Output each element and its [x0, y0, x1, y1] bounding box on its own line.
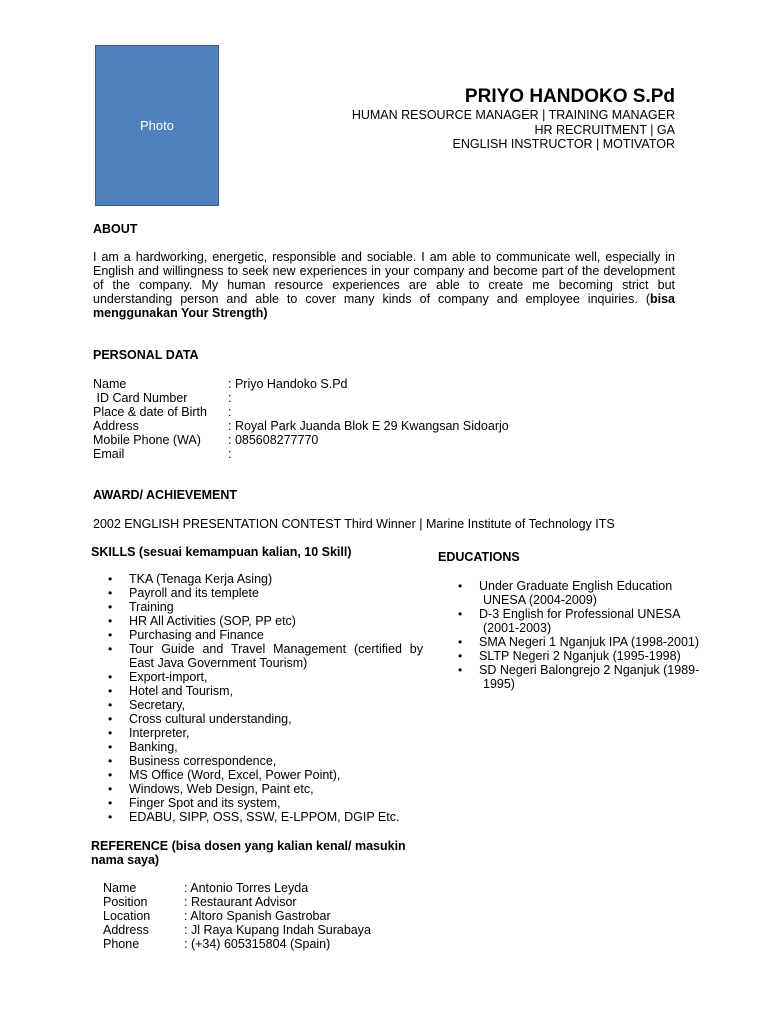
skill-item: • Purchasing and Finance — [105, 628, 423, 642]
skill-item: • Interpreter, — [105, 726, 423, 740]
field-value: : Antonio Torres Leyda — [184, 881, 309, 895]
reference-row — [103, 923, 371, 937]
education-list — [455, 579, 716, 691]
award-heading: AWARD/ ACHIEVEMENT — [93, 488, 237, 502]
field-label: Mobile Phone (WA) — [93, 433, 201, 447]
field-value: : — [228, 405, 232, 419]
personal-data-table — [93, 377, 509, 461]
reference-row — [103, 937, 371, 951]
job-title-line: HUMAN RESOURCE MANAGER | TRAINING MANAGER — [351, 108, 675, 122]
skill-item: • Windows, Web Design, Paint etc, — [105, 782, 423, 796]
reference-heading — [91, 839, 406, 867]
about-paragraph — [93, 250, 675, 320]
education-item — [455, 635, 716, 649]
education-item — [455, 607, 716, 635]
skill-item: • Training — [105, 600, 423, 614]
field-value: : Jl Raya Kupang Indah Surabaya — [184, 923, 371, 937]
education-line: • Under Graduate English Education — [479, 579, 673, 593]
photo-placeholder — [95, 45, 219, 206]
field-label: Position — [103, 895, 148, 909]
personal-data-row — [93, 433, 509, 447]
field-value: : Restaurant Advisor — [184, 895, 297, 909]
field-label: Address — [103, 923, 149, 937]
education-item — [455, 649, 716, 663]
education-line: • SD Negeri Balongrejo 2 Nganjuk (1989- — [479, 663, 700, 677]
job-title-line: ENGLISH INSTRUCTOR | MOTIVATOR — [452, 137, 675, 151]
skill-item: • Cross cultural understanding, — [105, 712, 423, 726]
field-value: : (+34) 605315804 (Spain) — [184, 937, 331, 951]
skill-item: • Business correspondence, — [105, 754, 423, 768]
skill-item: • Tour Guide and Travel Management (certified by East Java Government Tourism) — [105, 642, 423, 670]
reference-table — [103, 881, 371, 951]
skill-item: • Finger Spot and its system, — [105, 796, 423, 810]
skill-item: • MS Office (Word, Excel, Power Point), — [105, 768, 423, 782]
cv-header — [352, 86, 675, 152]
education-item — [455, 663, 716, 691]
field-value: : — [228, 391, 232, 405]
field-value: : — [228, 447, 232, 461]
reference-heading-line: nama saya) — [91, 853, 160, 867]
skill-item: • TKA (Tenaga Kerja Asing) — [105, 572, 423, 586]
field-label: Name — [93, 377, 127, 391]
field-value: : Royal Park Juanda Blok E 29 Kwangsan Sidoarjo — [228, 419, 509, 433]
field-label: Phone — [103, 937, 140, 951]
reference-row — [103, 881, 371, 895]
field-value: : Altoro Spanish Gastrobar — [184, 909, 331, 923]
skill-item: • Hotel and Tourism, — [105, 684, 423, 698]
personal-data-row — [93, 419, 509, 433]
reference-heading-line: REFERENCE (bisa dosen yang kalian kenal/ masukin — [91, 839, 406, 853]
skill-item: • Export-import, — [105, 670, 423, 684]
award-text: 2002 ENGLISH PRESENTATION CONTEST Third Winner | Marine Institute of Technology ITS — [93, 517, 615, 531]
field-label: Address — [93, 419, 139, 433]
reference-row — [103, 909, 371, 923]
personal-data-row — [93, 391, 509, 405]
skill-item: • HR All Activities (SOP, PP etc) — [105, 614, 423, 628]
education-line: • D-3 English for Professional UNESA — [479, 607, 681, 621]
personal-data-row — [93, 447, 509, 461]
personal-data-heading: PERSONAL DATA — [93, 348, 199, 362]
field-label: ID Card Number — [93, 391, 188, 405]
education-item — [455, 579, 716, 607]
education-line: UNESA (2004-2009) — [483, 593, 597, 607]
skill-item: • Secretary, — [105, 698, 423, 712]
field-label: Email — [93, 447, 125, 461]
field-label: Location — [103, 909, 151, 923]
personal-data-row — [93, 405, 509, 419]
education-line: • SLTP Negeri 2 Nganjuk (1995-1998) — [479, 649, 681, 663]
about-bold-text: bisa menggunakan Your Strength) — [93, 292, 675, 320]
education-line: (2001-2003) — [483, 621, 552, 635]
personal-data-row — [93, 377, 509, 391]
job-title-line: HR RECRUITMENT | GA — [534, 122, 675, 137]
about-heading: ABOUT — [93, 222, 138, 236]
skill-item: • Payroll and its templete — [105, 586, 423, 600]
skill-item: • EDABU, SIPP, OSS, SSW, E-LPPOM, DGIP Etc. — [105, 810, 423, 824]
field-label: Name — [103, 881, 137, 895]
field-label: Place & date of Birth — [93, 405, 207, 419]
photo-label: Photo — [140, 118, 174, 133]
skills-heading: SKILLS (sesuai kemampuan kalian, 10 Skill) — [91, 545, 352, 559]
education-line: 1995) — [483, 677, 515, 691]
reference-row — [103, 895, 371, 909]
field-value: : 085608277770 — [228, 433, 319, 447]
candidate-name: PRIYO HANDOKO S.Pd — [464, 86, 675, 107]
education-line: • SMA Negeri 1 Nganjuk IPA (1998-2001) — [479, 635, 700, 649]
about-text: I am a hardworking, energetic, responsible and sociable. I am able to communicate well, especially in English and willingness to seek new experiences in your company and become part of the development of the company. My human resource experiences are able to create me becoming strict but understanding person and able to cover many kinds of company and employee inquiries. ( — [93, 250, 675, 306]
field-value: : Priyo Handoko S.Pd — [228, 377, 348, 391]
skill-item: • Banking, — [105, 740, 423, 754]
skills-list — [105, 572, 423, 824]
education-heading: EDUCATIONS — [438, 550, 520, 564]
